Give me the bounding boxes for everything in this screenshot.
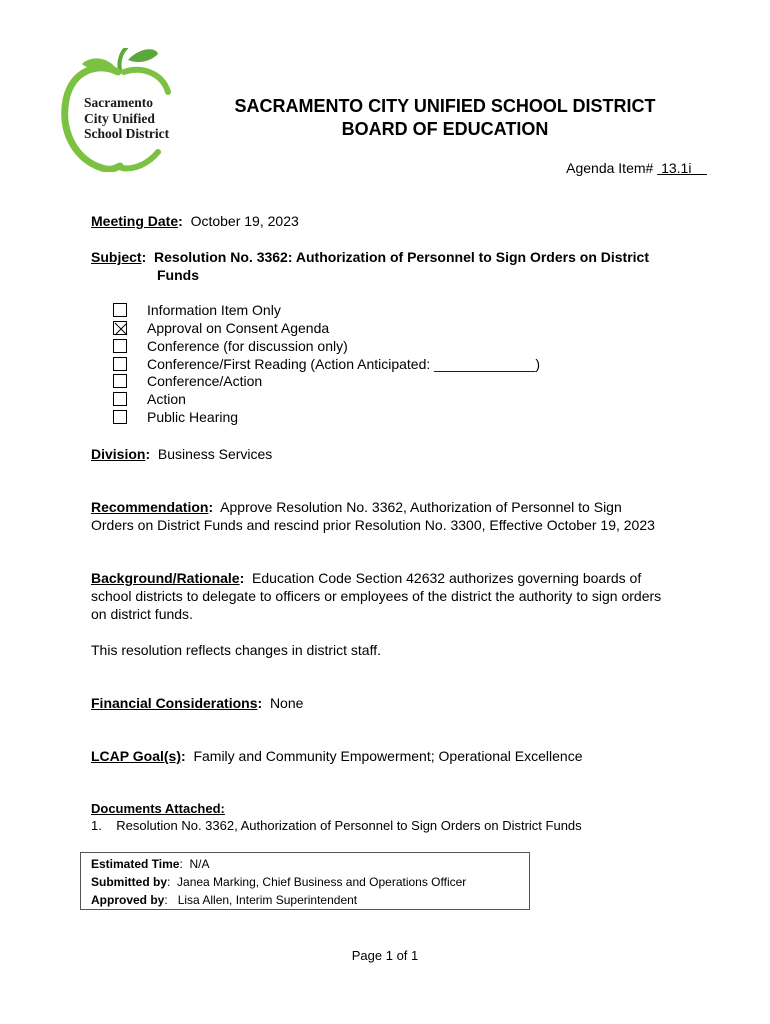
subject-line2: Funds — [157, 267, 199, 283]
recommendation-line2: Orders on District Funds and rescind prior Resolution No. 3300, Effective October 19, 2023 — [91, 517, 655, 533]
subject: Subject: Resolution No. 3362: Authorization of Personnel to Sign Orders on District — [91, 249, 650, 265]
background-para2: This resolution reflects changes in district staff. — [91, 642, 381, 658]
checkbox-box[interactable] — [113, 357, 127, 371]
checkbox-box[interactable] — [113, 374, 127, 388]
agenda-item: Agenda Item# 13.1i — [566, 160, 707, 176]
approved-by: Approved by: Lisa Allen, Interim Superintendent — [91, 893, 358, 907]
background-line2: school districts to delegate to officers or employees of the district the authority to sign orders — [91, 588, 662, 604]
financial-considerations: Financial Considerations: None — [91, 695, 304, 711]
district-title: SACRAMENTO CITY UNIFIED SCHOOL DISTRICT — [234, 96, 656, 116]
check-x-icon — [114, 322, 128, 336]
page-number: Page 1 of 1 — [351, 948, 419, 963]
agenda-number: 13.1i — [657, 160, 707, 176]
info-box — [80, 852, 530, 910]
board-title: BOARD OF EDUCATION — [341, 119, 549, 139]
background-line3: on district funds. — [91, 606, 193, 622]
background-rationale: Background/Rationale: Education Code Section 42632 authorizes governing boards of — [91, 570, 642, 586]
checkbox-box-checked[interactable] — [113, 321, 127, 335]
checkbox-box[interactable] — [113, 392, 127, 406]
submitted-by: Submitted by: Janea Marking, Chief Business and Operations Officer — [91, 875, 467, 889]
checkbox-box[interactable] — [113, 339, 127, 353]
checkbox-box[interactable] — [113, 303, 127, 317]
estimated-time: Estimated Time: N/A — [91, 857, 210, 871]
document-item-1: 1. Resolution No. 3362, Authorization of Personnel to Sign Orders on District Funds — [91, 818, 582, 833]
documents-attached-label: Documents Attached: — [91, 801, 225, 816]
meeting-date: Meeting Date: October 19, 2023 — [91, 213, 299, 229]
recommendation: Recommendation: Approve Resolution No. 3362, Authorization of Personnel to Sign — [91, 499, 622, 515]
logo-text: Sacramento City Unified School District — [84, 95, 170, 141]
lcap-goals: LCAP Goal(s): Family and Community Empowerment; Operational Excellence — [91, 748, 583, 764]
division: Division: Business Services — [91, 446, 273, 462]
checkbox-box[interactable] — [113, 410, 127, 424]
